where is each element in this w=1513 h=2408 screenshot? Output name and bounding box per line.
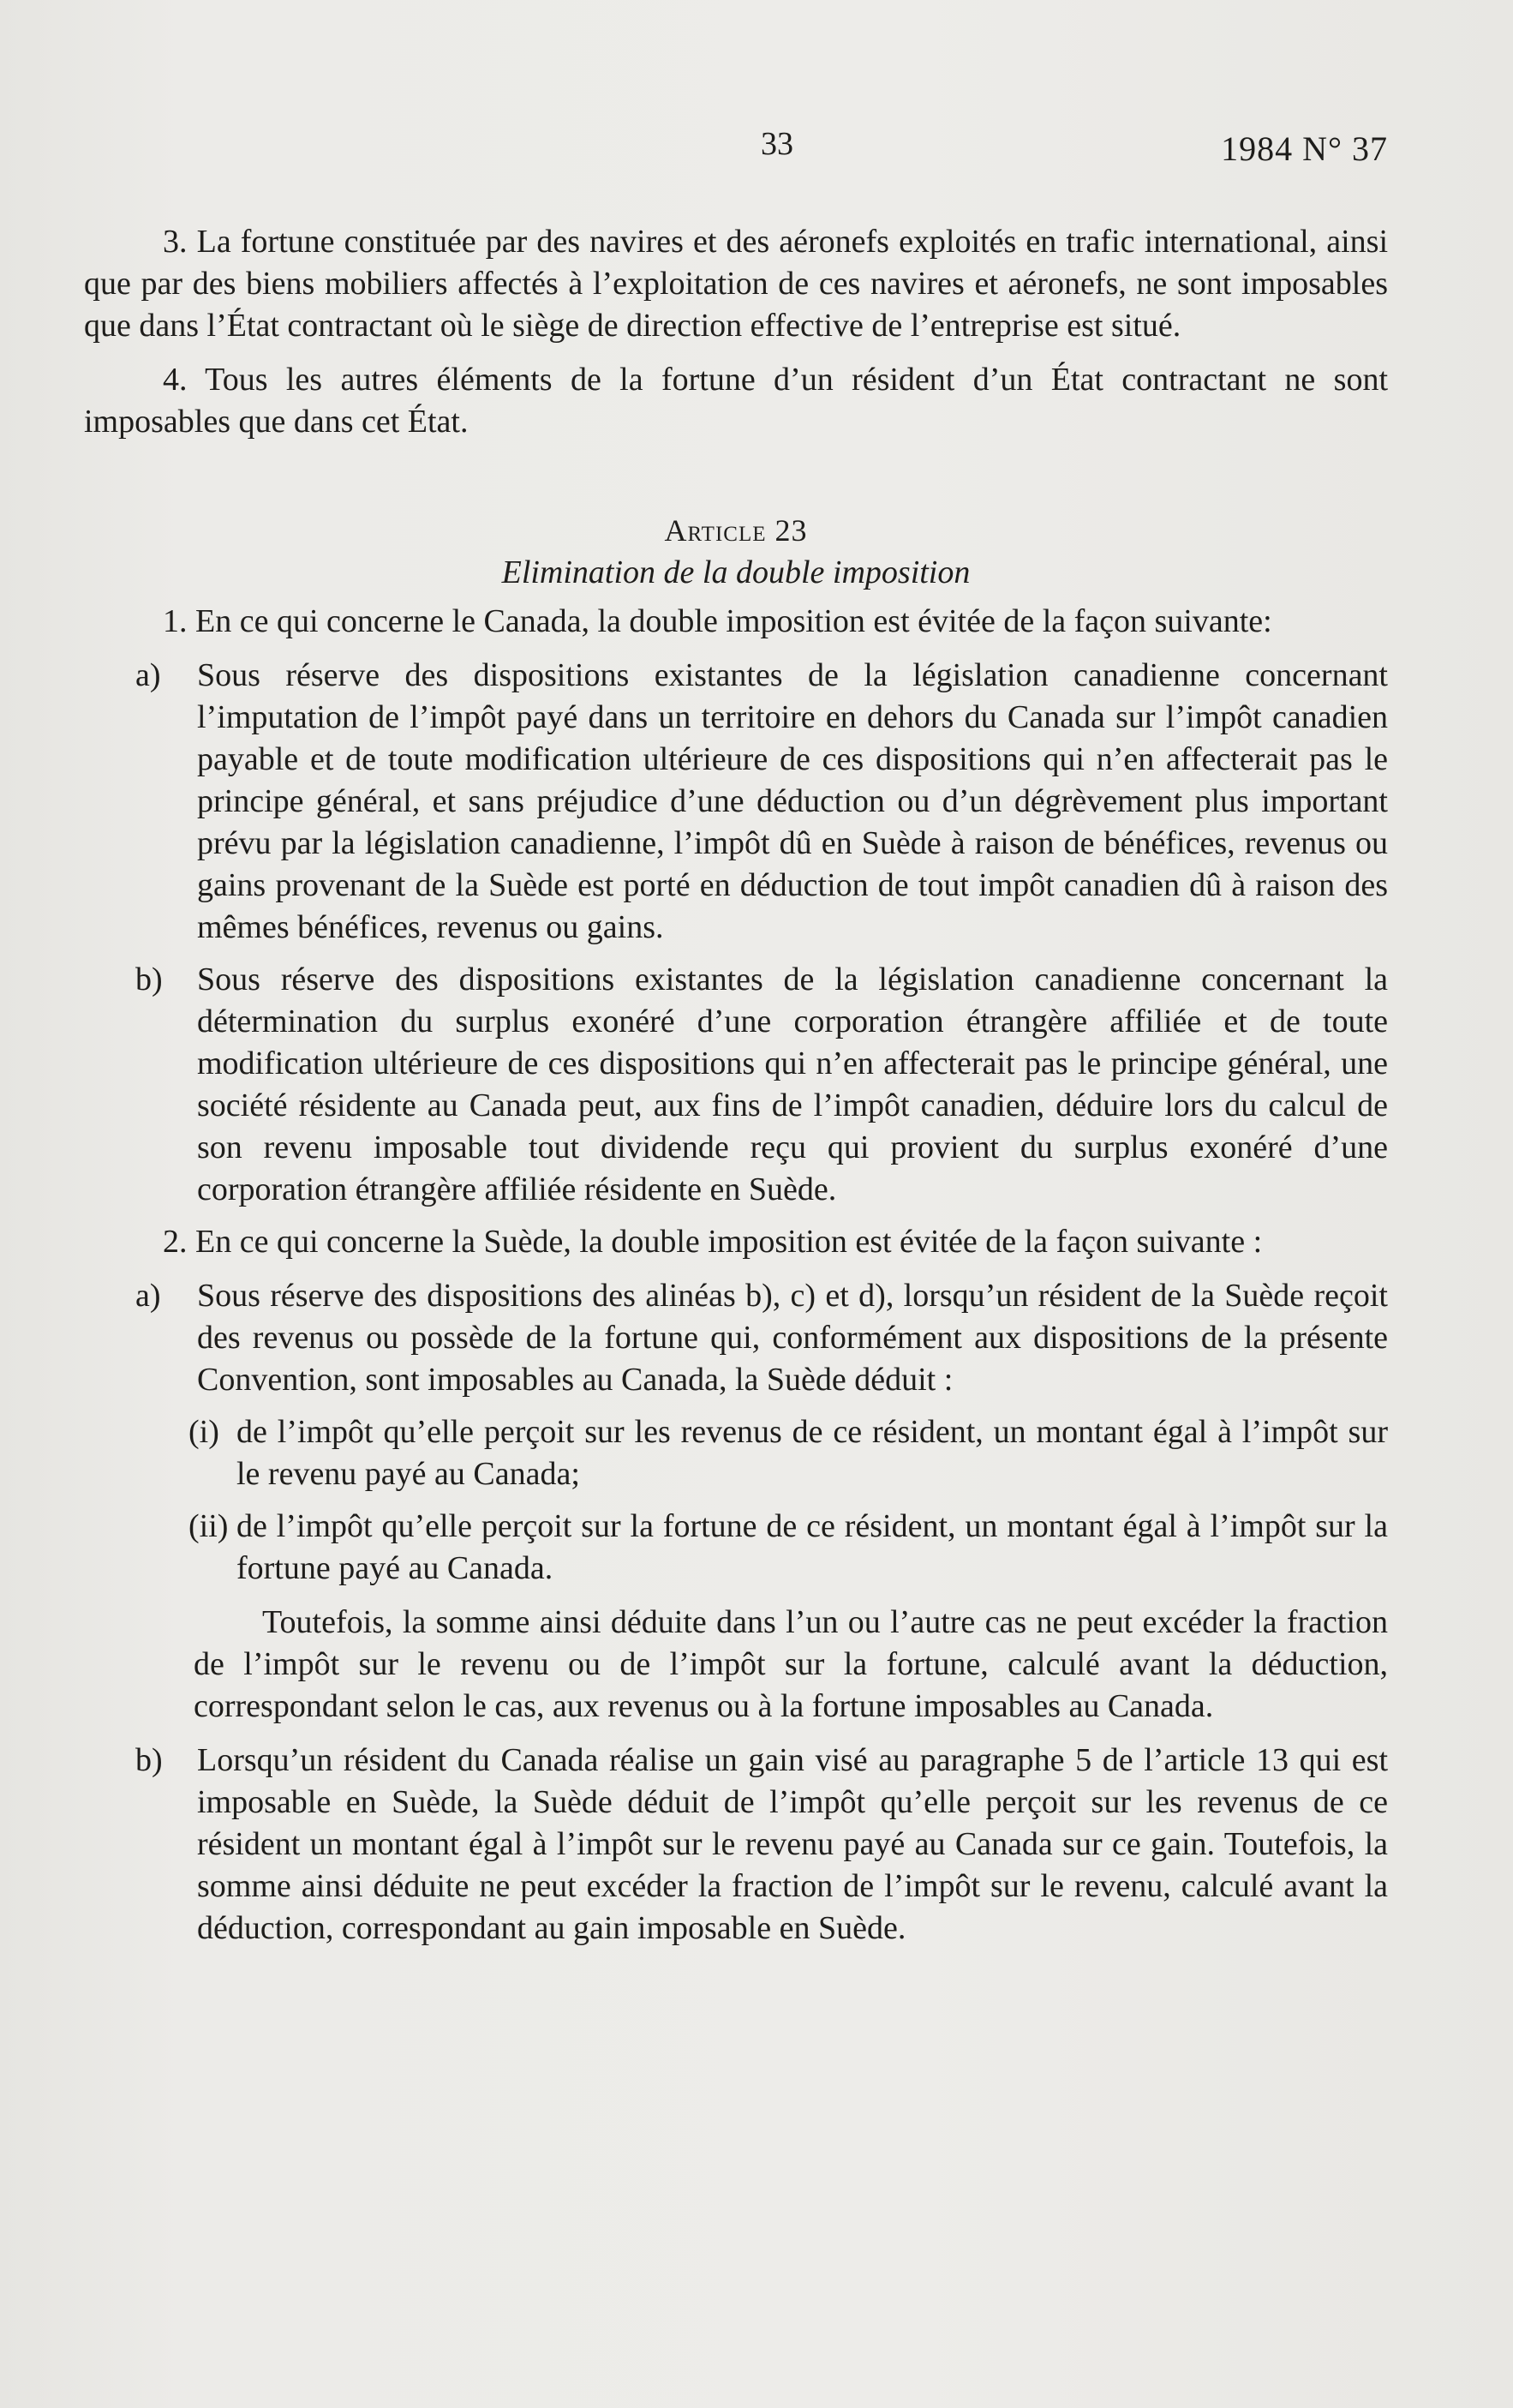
- item-label: a): [135, 1278, 161, 1314]
- section-1-intro: 1. En ce qui concerne le Canada, la double imposition est évitée de la façon suivante:: [163, 603, 1272, 639]
- item-label: a): [135, 657, 161, 693]
- section-1-item-b: [84, 959, 1388, 1211]
- item-text: Sous réserve des dispositions existantes de la législation canadienne concernant l’imputation de l’impôt payé dans un territoire en dehors du Canada sur l’impôt canadien payable et de toute modification ultérieure de ces dispositions qui n’en affecterait pas le principe général, et sans préjudice d’une déduction ou d’un dégrèvement plus important prévu par la législation canadienne, l’impôt dû en Suède à raison de bénéfices, revenus ou gains provenant de la Suède est porté en déduction de tout impôt canadien dû à raison des mêmes bénéfices, revenus ou gains.: [197, 657, 1388, 945]
- item-label: b): [135, 961, 163, 997]
- subitem-label: (i): [188, 1414, 219, 1450]
- paragraph-4: 4. Tous les autres éléments de la fortune d’un résident d’un État contractant ne sont imposables que dans cet État.: [84, 362, 1388, 440]
- section-1-item-a: [84, 655, 1388, 949]
- item-text: Sous réserve des dispositions des alinéas b), c) et d), lorsqu’un résident de la Suède reçoit des revenus ou possède de la fortune qui, conformément aux dispositions de la présente Convention, sont imposables au Canada, la Suède déduit :: [197, 1278, 1388, 1398]
- document-reference: 1984 N° 37: [1221, 129, 1388, 168]
- section-2-intro: 2. En ce qui concerne la Suède, la double imposition est évitée de la façon suivante :: [163, 1224, 1263, 1260]
- section-2-subitem-ii: [84, 1506, 1388, 1590]
- section-2-item-b: [84, 1740, 1388, 1950]
- document-body: [84, 221, 1388, 1960]
- section-2-toutefois: Toutefois, la somme ainsi déduite dans l’un ou l’autre cas ne peut excéder la fraction de l’impôt sur le revenu ou de l’impôt sur la fortune, calculé avant la déduction, correspondant selon le cas, aux revenus ou à la fortune imposables au Canada.: [194, 1604, 1388, 1724]
- item-label: b): [135, 1742, 163, 1778]
- paragraph-3: 3. La fortune constituée par des navires et des aéronefs exploités en trafic international, ainsi que par des biens mobiliers affectés à l’exploitation de ces navires et aéronefs, ne sont imposables que dans l’État contractant où le siège de direction effective de l’entreprise est situé.: [84, 224, 1388, 344]
- subitem-text: de l’impôt qu’elle perçoit sur la fortune de ce résident, un montant égal à l’impôt sur la fortune payé au Canada.: [236, 1508, 1388, 1586]
- page-number: 33: [761, 126, 793, 162]
- section-2-subitem-i: [84, 1411, 1388, 1495]
- section-2-item-a: [84, 1275, 1388, 1401]
- subitem-text: de l’impôt qu’elle perçoit sur les revenus de ce résident, un montant égal à l’impôt sur le revenu payé au Canada;: [236, 1414, 1388, 1492]
- article-subtitle: Elimination de la double imposition: [501, 554, 971, 590]
- item-text: Sous réserve des dispositions existantes de la législation canadienne concernant la détermination du surplus exonéré d’une corporation étrangère affiliée et de toute modification ultérieure de ces dispositions qui n’en affecterait pas le principe général, une société résidente au Canada peut, aux fins de l’impôt canadien, déduire lors du calcul de son revenu imposable tout dividende reçu qui provient du surplus exonéré d’une corporation étrangère affiliée résidente en Suède.: [197, 961, 1388, 1207]
- article-title: Article 23: [664, 513, 808, 548]
- item-text: Lorsqu’un résident du Canada réalise un gain visé au paragraphe 5 de l’article 13 qui est imposable en Suède, la Suède déduit de l’impôt qu’elle perçoit sur les revenus de ce résident un montant égal à l’impôt sur le revenu payé au Canada sur ce gain. Toutefois, la somme ainsi déduite ne peut excéder la fraction de l’impôt sur le revenu, calculé avant la déduction, correspondant au gain imposable en Suède.: [197, 1742, 1388, 1946]
- subitem-label: (ii): [188, 1508, 229, 1544]
